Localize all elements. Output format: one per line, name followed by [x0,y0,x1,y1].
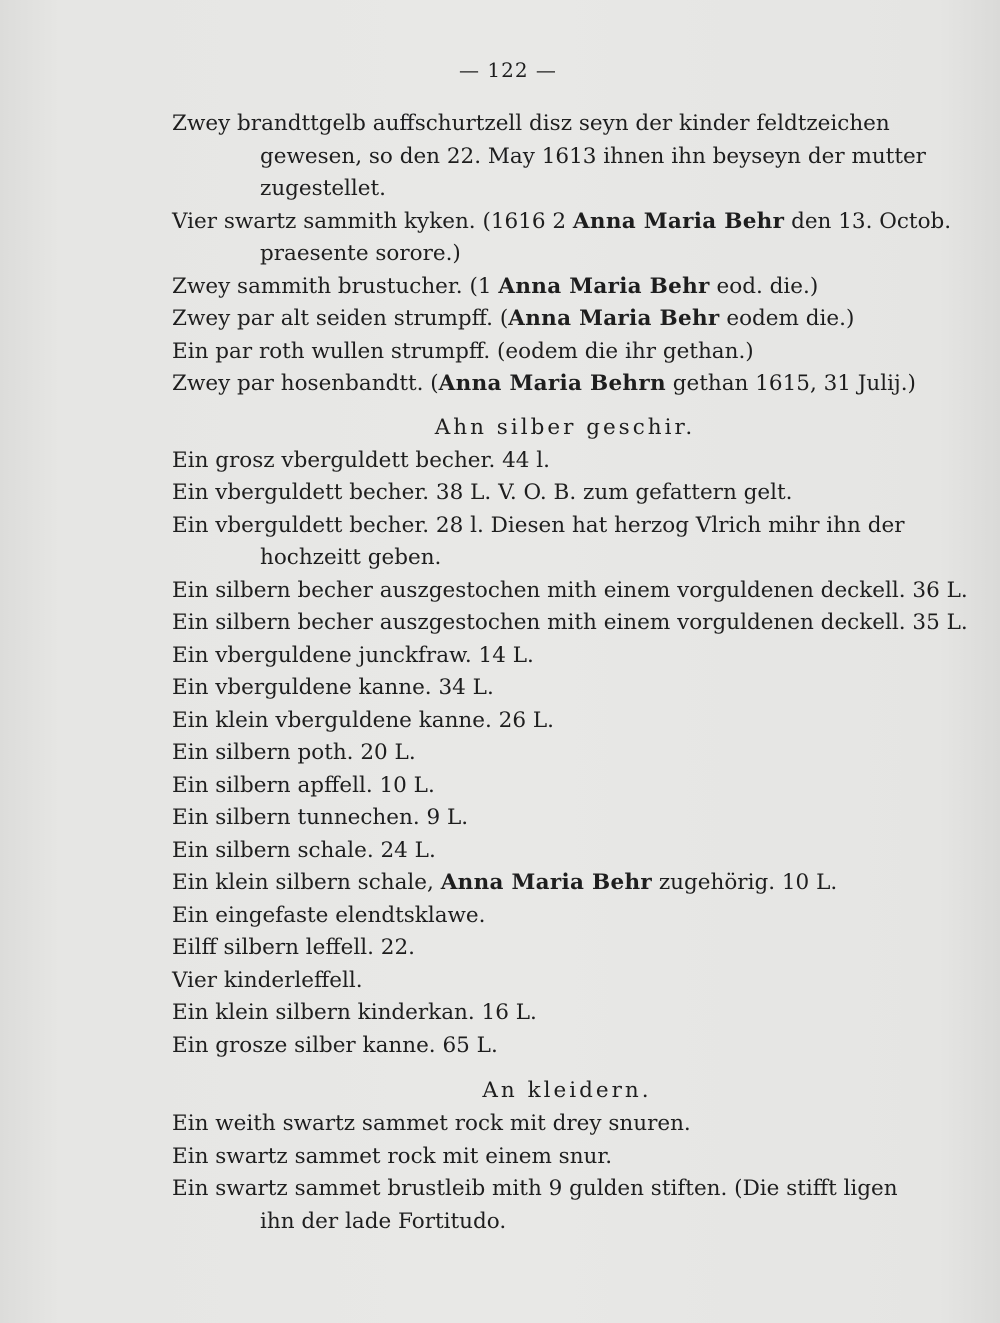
inventory-entry [172,108,950,206]
inventory-entry [172,1030,950,1063]
entry-text: Ein silbern becher auszgestochen mith einem vorguldenen deckell. 35 L. [172,610,968,635]
entry-text: Vier kinderleffell. [172,967,363,993]
inventory-entry [172,206,950,271]
entry-text: Ein vberguldene kanne. 34 L. [172,675,494,700]
entry-text: Ein vberguldett becher. 28 l. Diesen hat herzog Vlrich mihr ihn der hochzeitt geben. [172,512,905,570]
inventory-entry [172,303,950,336]
inventory-entry [172,607,968,640]
inventory-block-clothes [172,1108,950,1238]
inventory-entry [172,1141,950,1174]
inventory-entry [172,672,950,705]
entry-text: Zwey brandttgelb auffschurtzell disz seyn der kinder feldtzeichen gewesen, so den 22. May 1613 ihnen ihn beyseyn der mutter zugestellet. [172,111,926,201]
inventory-entry [172,900,950,933]
inventory-entry [172,737,950,770]
entry-text: Ein vberguldett becher. 38 L. V. O. B. zum gefattern gelt. [172,480,793,505]
entry-text: Eilff silbern leffell. 22. [172,935,415,960]
inventory-entry [172,965,950,998]
entry-text: Ein klein silbern kinderkan. 16 L. [172,1000,537,1025]
inventory-entry [172,835,950,868]
inventory-entry [172,1173,950,1238]
entry-text-before: Zwey sammith brustucher. (1 [172,273,499,299]
entry-text: Ein par roth wullen strumpff. (eodem die ihr gethan.) [172,338,754,364]
entry-text: Ein klein vberguldene kanne. 26 L. [172,707,554,733]
inventory-entry [172,271,950,304]
inventory-entry [172,802,950,835]
entry-text-after: den 13. Octob. praesente sorore.) [260,208,952,266]
entry-text-before: Zwey par alt seiden strumpff. ( [172,306,509,331]
entry-text-after: eod. die.) [709,273,819,299]
inventory-entry [172,640,950,673]
section-heading-silver: Ahn silber geschir. [434,414,696,440]
person-name: Anna Maria Behr [440,870,652,895]
entry-text-after: zugehörig. 10 L. [652,870,838,895]
page-number: — 122 — [459,58,557,82]
entry-text-before: Zwey par hosenbandtt. ( [172,371,439,396]
inventory-block-items [172,108,950,401]
entry-text: Ein grosze silber kanne. 65 L. [172,1032,498,1058]
entry-text: Ein weith swartz sammet rock mit drey snuren. [172,1111,691,1136]
inventory-entry [172,445,950,478]
entry-text: Ein swartz sammet brustleib mith 9 gulden stiften. (Die stifft ligen ihn der lade Fortitudo. [172,1176,898,1234]
person-name: Anna Maria Behr [508,306,720,331]
inventory-block-silver [172,445,968,1063]
inventory-entry [172,705,950,738]
section-heading-clothes: An kleidern. [482,1078,652,1103]
inventory-entry [172,575,968,608]
inventory-entry [172,336,950,369]
entry-text: Ein silbern poth. 20 L. [172,740,416,765]
entry-text-before: Ein klein silbern schale, [172,870,441,895]
entry-text: Ein eingefaste elendtsklawe. [172,902,486,928]
inventory-entry [172,997,950,1030]
person-name: Anna Maria Behrn [438,371,666,396]
inventory-entry [172,477,950,510]
inventory-entry [172,368,950,401]
person-name: Anna Maria Behr [498,273,710,299]
entry-text: Ein silbern becher auszgestochen mith einem vorguldenen deckell. 36 L. [172,577,968,603]
text-body [172,108,968,1238]
entry-text-after: eodem die.) [719,306,855,331]
person-name: Anna Maria Behr [572,208,785,234]
inventory-entry [172,867,950,900]
entry-text: Ein grosz vberguldett becher. 44 l. [172,447,551,473]
entry-text: Ein silbern tunnechen. 9 L. [172,805,469,830]
inventory-entry [172,1108,950,1141]
entry-text: Ein silbern apffell. 10 L. [172,772,435,798]
inventory-entry [172,770,950,803]
entry-text: Ein swartz sammet rock mit einem snur. [172,1143,613,1169]
entry-text-after: gethan 1615, 31 Julij.) [665,371,916,396]
inventory-entry [172,510,950,575]
entry-text: Ein silbern schale. 24 L. [172,837,436,863]
inventory-entry [172,932,950,965]
entry-text-before: Vier swartz sammith kyken. (1616 2 [172,208,573,234]
entry-text: Ein vberguldene junckfraw. 14 L. [172,642,534,668]
